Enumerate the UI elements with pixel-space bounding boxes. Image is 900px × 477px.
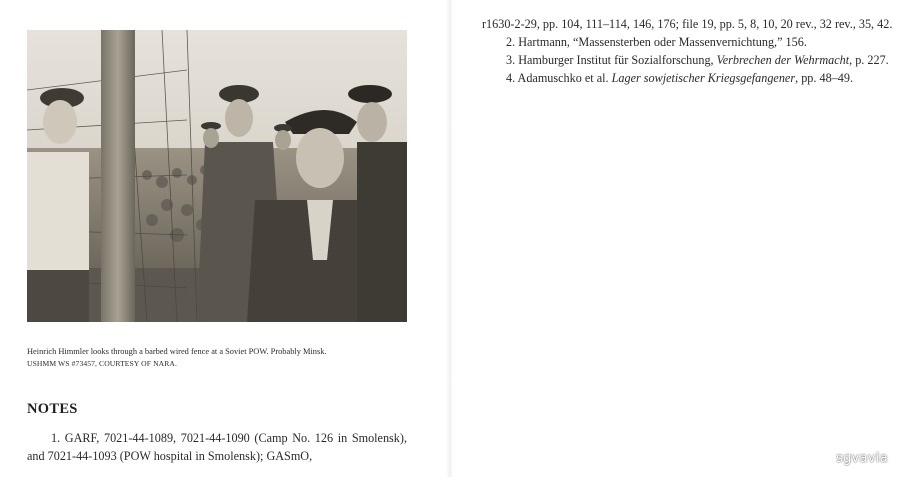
note-3-title: Verbrechen der Wehrmacht [716,53,850,67]
note-3-prefix: 3. Hamburger Institut für Sozialforschung, [506,53,717,67]
note-3 [482,51,900,69]
historical-photograph [27,30,407,322]
note-4 [482,69,900,87]
note-4-suffix: , pp. 48–49. [795,71,853,85]
watermark: sgvavia [835,451,888,466]
left-page [0,0,448,477]
note-2: 2. Hartmann, “Massensterben oder Massenvernichtung,” 156. [506,35,807,49]
photo-caption [27,346,407,370]
note-1: 1. GARF, 7021-44-1089, 7021-44-1090 (Camp No. 126 in Smolensk), and 7021-44-1093 (POW hospital in Smolensk); GASmO, [27,431,407,463]
note-4-title: Lager sowjetischer Kriegsgefangener [611,71,796,85]
note-3-suffix: , p. 227. [849,53,889,67]
right-page [452,0,900,477]
note-1-continuation: r1630-2-29, pp. 104, 111–114, 146, 176; file 19, pp. 5, 8, 10, 20 rev., 32 rev., 35, 42. [482,17,893,31]
notes-list [482,15,900,87]
note-4-prefix: 4. Adamuschko et al. [506,71,612,85]
caption-text: Heinrich Himmler looks through a barbed wired fence at a Soviet POW. Probably Minsk. [27,347,327,356]
notes-heading: NOTES [27,401,78,417]
caption-credit: USHMM WS #73457, COURTESY OF NARA. [27,359,177,368]
